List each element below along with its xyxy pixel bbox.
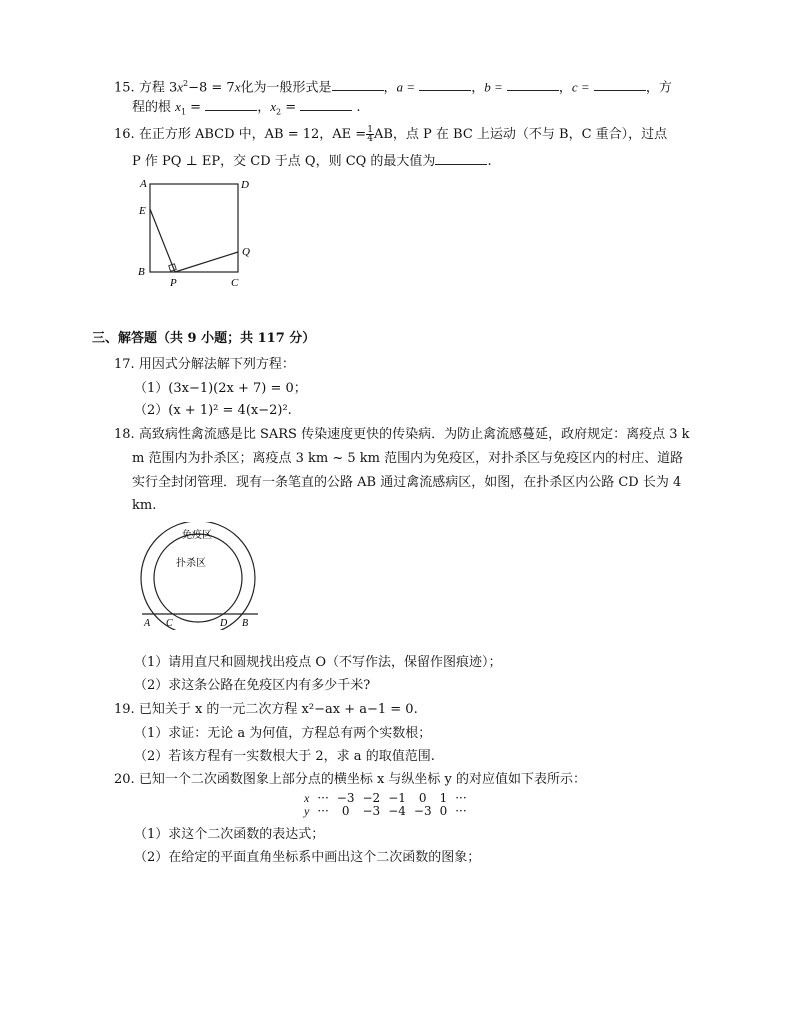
answer-blank-x2[interactable] (300, 98, 352, 111)
cull-zone-circle (154, 534, 242, 622)
q18-number: 18. (114, 427, 135, 442)
q19-item1: （1）求证：无论 a 为何值，方程总有两个实数根； (134, 726, 432, 741)
table-cell: −3 (336, 791, 355, 805)
q20-item2: （2）在给定的平面直角坐标系中画出这个二次函数的图象； (134, 850, 481, 865)
label-a: A (140, 178, 147, 190)
answer-blank-c[interactable] (594, 78, 646, 91)
table-cell: ··· (317, 791, 329, 805)
q20-line: 20. 已知一个二次函数图象上部分点的横坐标 x 与纵坐标 y 的对应值如下表所示： (114, 772, 587, 787)
label-cull-zone: 扑杀区 (176, 558, 206, 569)
table-cell: −4 (388, 804, 406, 818)
q18-item2: （2）求这条公路在免疫区内有多少千米? (134, 678, 371, 693)
q19-item2: （2）若该方程有一实数根大于 2，求 a 的取值范围. (134, 749, 435, 764)
square-abcd (150, 184, 238, 272)
label-a-point: A (144, 618, 151, 629)
q18-line2: m 范围内为扑杀区；离疫点 3 km ~ 5 km 范围内为免疫区，对扑杀区与免疫区内的村庄、道路 (132, 451, 684, 466)
q16-line1: 16. 在正方形 ABCD 中，AB = 12，AE = $\frac{1}{4}$ AB，点 P 在 BC 上运动（不与 B，C 重合），过点 (114, 125, 668, 144)
q17-line: 17. 用因式分解法解下列方程： (114, 357, 295, 372)
label-c-point: C (166, 618, 173, 629)
q16-number: 16. (114, 127, 135, 142)
table-cell: 0 (341, 804, 350, 818)
q15-line1: 15. 方程 $3x^2-8 = 7x$化为一般形式是 ，a = ，b = ，c = ，方 (114, 79, 672, 96)
q19-line: 19. 已知关于 x 的一元二次方程 x²−ax + a−1 = 0. (114, 702, 418, 717)
table-cell: ··· (455, 804, 467, 818)
label-d-point: D (220, 618, 228, 629)
label-b-point: B (242, 618, 249, 629)
table-cell: −2 (362, 791, 381, 805)
table-cell: −3 (362, 804, 381, 818)
answer-blank-x1[interactable] (205, 98, 257, 111)
quarantine-figure (138, 522, 266, 630)
answer-blank-b[interactable] (507, 78, 559, 91)
q18-line1: 18. 高致病性禽流感是比 SARS 传染速度更快的传染病．为防止禽流感蔓延，政府规定：离疫点 3 k (114, 427, 690, 442)
q19-number: 19. (114, 702, 135, 717)
segment-pq (175, 252, 238, 272)
q20-number: 20. (114, 772, 135, 787)
answer-blank-cq-max[interactable] (435, 152, 487, 165)
label-immunization-zone: 免疫区 (182, 530, 212, 541)
table-cell: 1 (439, 791, 448, 805)
table-cell: −3 (413, 804, 432, 818)
table-cell: 0 (418, 791, 427, 805)
section-title: 三、解答题（共 9 小题；共 117 分） (92, 331, 316, 346)
q15-line2: 程的根 $x_1$ = ，$x_2$ = . (132, 99, 361, 117)
q20-item1: （1）求这个二次函数的表达式； (134, 827, 325, 842)
answer-blank-general-form[interactable] (332, 78, 384, 91)
table-cell: y (304, 804, 310, 818)
label-d: D (241, 179, 249, 191)
label-c: C (231, 277, 239, 289)
label-b: B (138, 266, 145, 278)
q18-line4: km. (132, 498, 157, 513)
q17-number: 17. (114, 357, 135, 372)
answer-blank-a[interactable] (419, 78, 471, 91)
y-row (300, 805, 471, 818)
table-cell: ··· (317, 804, 329, 818)
label-e: E (139, 205, 146, 217)
q17-item2: （2）(x + 1)² = 4(x−2)². (134, 403, 292, 418)
q18-item1: （1）请用直尺和圆规找出疫点 O（不写作法，保留作图痕迹）； (134, 655, 502, 670)
table-cell: 0 (439, 804, 448, 818)
q18-line3: 实行全封闭管理．现有一条笔直的公路 AB 通过禽流感病区，如图，在扑杀区内公路 CD 长为 4 (132, 475, 682, 490)
table-cell: −1 (388, 791, 406, 805)
table-cell: x (304, 791, 310, 805)
label-q: Q (242, 246, 250, 258)
label-p: P (170, 277, 177, 289)
q17-item1: （1）(3x−1)(2x + 7) = 0； (134, 381, 307, 396)
table-cell: ··· (455, 791, 467, 805)
q16-line2: P 作 PQ ⊥ EP，交 CD 于点 Q，则 CQ 的最大值为 . (132, 154, 492, 169)
q15-number: 15. (114, 80, 135, 96)
value-table (300, 792, 471, 818)
square-figure (132, 174, 262, 289)
fraction-one-quarter: $\frac{1}{4}$ (367, 125, 373, 144)
segment-ep (150, 209, 175, 272)
